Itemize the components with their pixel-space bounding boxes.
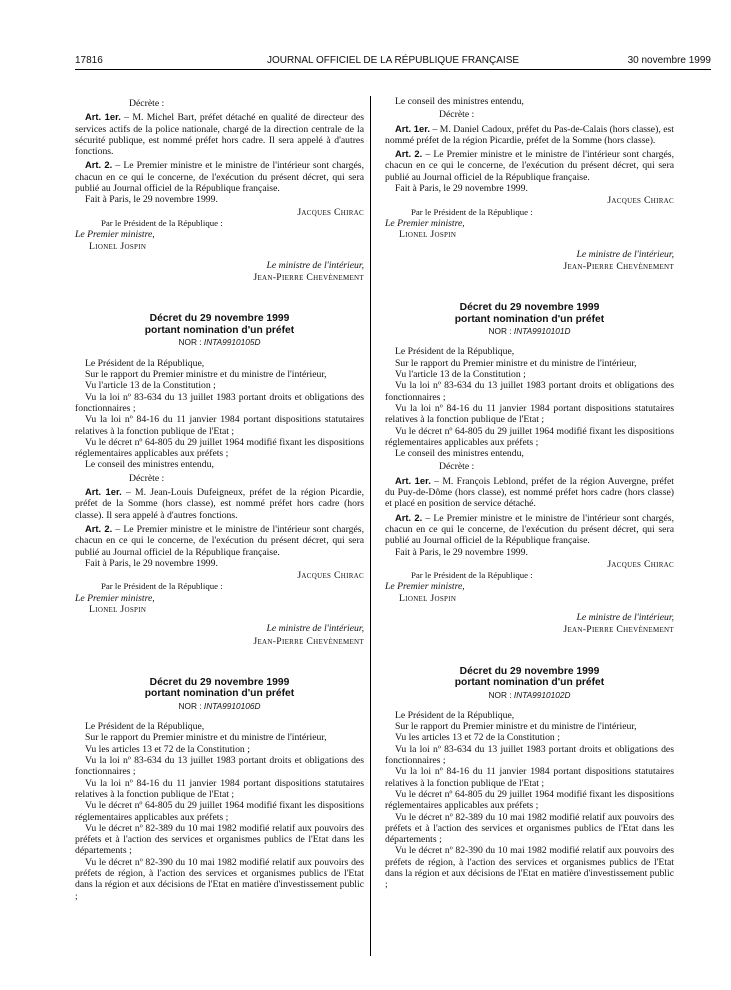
signature-name: Jacques Chirac [297,206,364,218]
body-paragraph: Sur le rapport du Premier ministre et du ministre de l'intérieur, [395,721,637,733]
article-label: Art. 2. [395,148,423,160]
article-text: – M. Michel Bart, préfet détaché en qualité de directeur des services actifs de la police nationale, chargé de la direction centrale de la sécurité publique, est nommé préfet hors cadre. Il sera appelé à d'autres fonctions. [75,112,364,158]
decrete-heading: Décrète : [129,98,165,109]
article-paragraph [385,148,674,183]
body-paragraph: Vu la loi nº 84-16 du 11 janvier 1984 portant dispositions statutaires relatives à la fonction publique de l'Etat ; [385,766,674,789]
signature-name: Jacques Chirac [297,570,364,582]
body-paragraph: Le Président de la République, [395,346,515,358]
article-paragraph [75,111,364,157]
left-column [75,96,364,902]
body-paragraph: Vu le décret nº 82-389 du 10 mai 1982 modifié relatif aux pouvoirs des préfets et à l'action des services et organismes publics de l'Etat dans les départements ; [385,811,674,846]
article-paragraph [385,512,674,547]
article-label: Art. 2. [85,159,113,171]
body-paragraph: Le Président de la République, [85,357,205,369]
body-paragraph: Vu le décret nº 82-390 du 10 mai 1982 modifié relatif aux pouvoirs des préfets de région, à l'action des services et organismes publics de l'Etat dans la région et aux décisions de l'Etat en matière d'investissement public ; [385,845,674,891]
article-paragraph [385,123,674,147]
signature-name: Lionel Jospin [89,603,147,615]
body-paragraph: Le conseil des ministres entendu, [395,96,524,107]
article-paragraph [385,475,674,510]
article-text: – M. Jean-Louis Dufeigneux, préfet de la région Picardie, préfet de la Somme (hors classe), est nommé préfet hors cadre (hors classe). Il sera appelé à d'autres fonctions. [75,487,365,521]
body-paragraph: Vu le décret nº 82-389 du 10 mai 1982 modifié relatif aux pouvoirs des préfets et à l'action des services et organismes publics de l'Etat dans les départements ; [75,822,364,857]
signature-role: Le ministre de l'intérieur, [266,623,364,635]
signature-by-line: Par le Président de la République : [101,217,223,228]
article-paragraph [75,486,364,521]
nor-reference [75,337,364,348]
article-text: – Le Premier ministre et le ministre de l'intérieur sont chargés, chacun en ce qui le concerne, de l'exécution du présent décret, qui sera publié au Journal officiel de la République française. [385,149,674,183]
body-paragraph: Vu la loi nº 83-634 du 13 juillet 1983 portant droits et obligations des fonctionnaires ; [385,380,674,403]
signature-role: Le ministre de l'intérieur, [576,248,674,260]
signature-role: Le ministre de l'intérieur, [266,259,364,271]
decree-title: portant nomination d'un préfet [144,688,295,700]
article-text: – M. Daniel Cadoux, préfet du Pas-de-Calais (hors classe), est nommé préfet de la région Picardie, préfet de la Somme (hors classe). [385,123,674,146]
signature-name: Jean-Pierre Chevènement [563,260,674,272]
signature-name: Jacques Chirac [607,558,674,570]
article-text: – Le Premier ministre et le ministre de l'intérieur sont chargés, chacun en ce qui le concerne, de l'exécution du présent décret, qui sera publié au Journal officiel de la République française. [385,512,674,547]
decree-title: Décret du 29 novembre 1999 [149,313,290,325]
decrete-heading: Décrète : [439,109,475,121]
body-paragraph: Vu le décret nº 64-805 du 29 juillet 1964 modifié fixant les dispositions réglementaires applicables aux préfets ; [385,425,674,448]
nor-code: INTA9910106D [203,700,261,711]
right-column [385,96,674,891]
body-paragraph: Vu le décret nº 64-805 du 29 juillet 1964 modifié fixant les dispositions réglementaires applicables aux préfets ; [75,436,364,460]
decree-title: Décret du 29 novembre 1999 [459,665,600,677]
nor-label: NOR : [178,700,204,711]
signature-name: Lionel Jospin [89,240,147,252]
signature-name: Jean-Pierre Chevènement [563,624,674,636]
nor-reference [385,690,674,701]
signature-name: Lionel Jospin [399,592,457,604]
body-paragraph: Vu la loi nº 83-634 du 13 juillet 1983 portant droits et obligations des fonctionnaires ; [75,391,364,414]
body-paragraph: Fait à Paris, le 29 novembre 1999. [85,194,218,206]
article-label: Art. 1er. [85,486,122,498]
page-number: 17816 [75,55,103,66]
decree-title: Décret du 29 novembre 1999 [149,676,290,688]
decrete-heading: Décrète : [129,472,165,484]
nor-reference [75,701,364,712]
body-paragraph: Vu la loi nº 83-634 du 13 juillet 1983 portant droits et obligations des fonctionnaires ; [385,743,674,767]
signature-role: Le Premier ministre, [75,592,155,604]
signature-role: Le Premier ministre, [75,229,155,241]
decree-title: portant nomination d'un préfet [454,677,605,689]
decree-title: portant nomination d'un préfet [454,313,605,325]
body-paragraph: Vu le décret nº 82-390 du 10 mai 1982 modifié relatif aux pouvoirs des préfets de région, à l'action des services et organismes publics de l'Etat dans la région et aux décisions de l'Etat en matière d'investissement public ; [75,856,364,902]
body-paragraph: Vu les articles 13 et 72 de la Constitution ; [395,732,560,744]
article-paragraph [75,523,364,558]
signature-name: Jacques Chirac [607,195,674,207]
article-text: – Le Premier ministre et le ministre de l'intérieur sont chargés, chacun en ce qui le concerne, de l'exécution du présent décret, qui sera publié au Journal officiel de la République française. [75,160,364,195]
signature-name: Lionel Jospin [399,229,457,241]
body-paragraph: Vu la loi nº 84-16 du 11 janvier 1984 portant dispositions statutaires relatives à la fonction publique de l'Etat ; [75,777,364,800]
signature-name: Jean-Pierre Chevènement [253,272,364,284]
journal-title: JOURNAL OFFICIEL DE LA RÉPUBLIQUE FRANÇAISE [266,55,520,66]
column-divider [370,96,371,956]
nor-label: NOR : [488,326,514,337]
article-text: – Le Premier ministre et le ministre de l'intérieur sont chargés, chacun en ce qui le concerne, de l'exécution du présent décret, qui sera publié au Journal officiel de la République française. [75,523,364,558]
signature-name: Jean-Pierre Chevènement [253,635,364,647]
body-paragraph: Fait à Paris, le 29 novembre 1999. [395,546,528,558]
body-paragraph: Fait à Paris, le 29 novembre 1999. [395,183,528,195]
article-label: Art. 1er. [395,474,431,486]
signature-by-line: Par le Président de la République : [411,206,533,217]
body-paragraph: Sur le rapport du Premier ministre et du ministre de l'intérieur, [395,357,637,369]
signature-role: Le Premier ministre, [385,217,465,229]
body-paragraph: Vu l'article 13 de la Constitution ; [395,369,526,381]
header-rule [75,69,711,70]
body-paragraph: Sur le rapport du Premier ministre et du ministre de l'intérieur, [85,369,327,381]
spacer [385,636,674,666]
body-paragraph: Le Président de la République, [85,721,205,733]
decrete-heading: Décrète : [439,461,475,473]
signature-by-line: Par le Président de la République : [101,581,223,592]
decree-title: portant nomination d'un préfet [144,324,295,336]
issue-date: 30 novembre 1999 [627,55,711,66]
nor-code: INTA9910101D [513,326,571,337]
body-paragraph: Fait à Paris, le 29 novembre 1999. [85,557,218,569]
body-paragraph: Sur le rapport du Premier ministre et du ministre de l'intérieur, [85,732,327,744]
nor-label: NOR : [178,337,204,348]
article-label: Art. 1er. [85,111,121,123]
body-paragraph: Vu l'article 13 de la Constitution ; [85,380,216,392]
signature-by-line: Par le Président de la République : [411,570,533,581]
signature-role: Le ministre de l'intérieur, [576,611,674,623]
body-paragraph: Le conseil des ministres entendu, [395,448,524,460]
body-paragraph: Vu la loi nº 84-16 du 11 janvier 1984 portant dispositions statutaires relatives à la fonction publique de l'Etat ; [75,414,364,437]
body-paragraph: Le conseil des ministres entendu, [85,459,214,471]
article-label: Art. 2. [85,522,113,534]
body-paragraph: Vu les articles 13 et 72 de la Constitution ; [85,743,250,755]
page-header [75,55,711,69]
body-paragraph: Vu le décret nº 64-805 du 29 juillet 1964 modifié fixant les dispositions réglementaires applicables aux préfets ; [385,788,674,812]
article-text: – M. François Leblond, préfet de la région Auvergne, préfet du Puy-de-Dôme (hors classe), est nommé préfet hors cadre (hors classe) et placé en position de service détaché. [385,475,674,510]
body-paragraph: Vu le décret nº 64-805 du 29 juillet 1964 modifié fixant les dispositions réglementaires applicables aux préfets ; [75,800,364,823]
spacer [385,272,674,302]
body-paragraph: Vu la loi nº 84-16 du 11 janvier 1984 portant dispositions statutaires relatives à la fonction publique de l'Etat ; [385,402,674,426]
spacer [75,647,364,677]
decree-title: Décret du 29 novembre 1999 [459,302,600,314]
nor-code: INTA9910105D [203,337,261,348]
spacer [75,283,364,313]
body-paragraph: Le Président de la République, [395,709,515,721]
article-paragraph [75,159,364,194]
nor-code: INTA9910102D [513,689,571,700]
signature-role: Le Premier ministre, [385,581,465,593]
nor-reference [385,326,674,337]
nor-label: NOR : [488,689,514,700]
article-label: Art. 2. [395,511,423,523]
body-paragraph: Vu la loi nº 83-634 du 13 juillet 1983 portant droits et obligations des fonctionnaires ; [75,755,364,778]
article-label: Art. 1er. [395,122,430,134]
